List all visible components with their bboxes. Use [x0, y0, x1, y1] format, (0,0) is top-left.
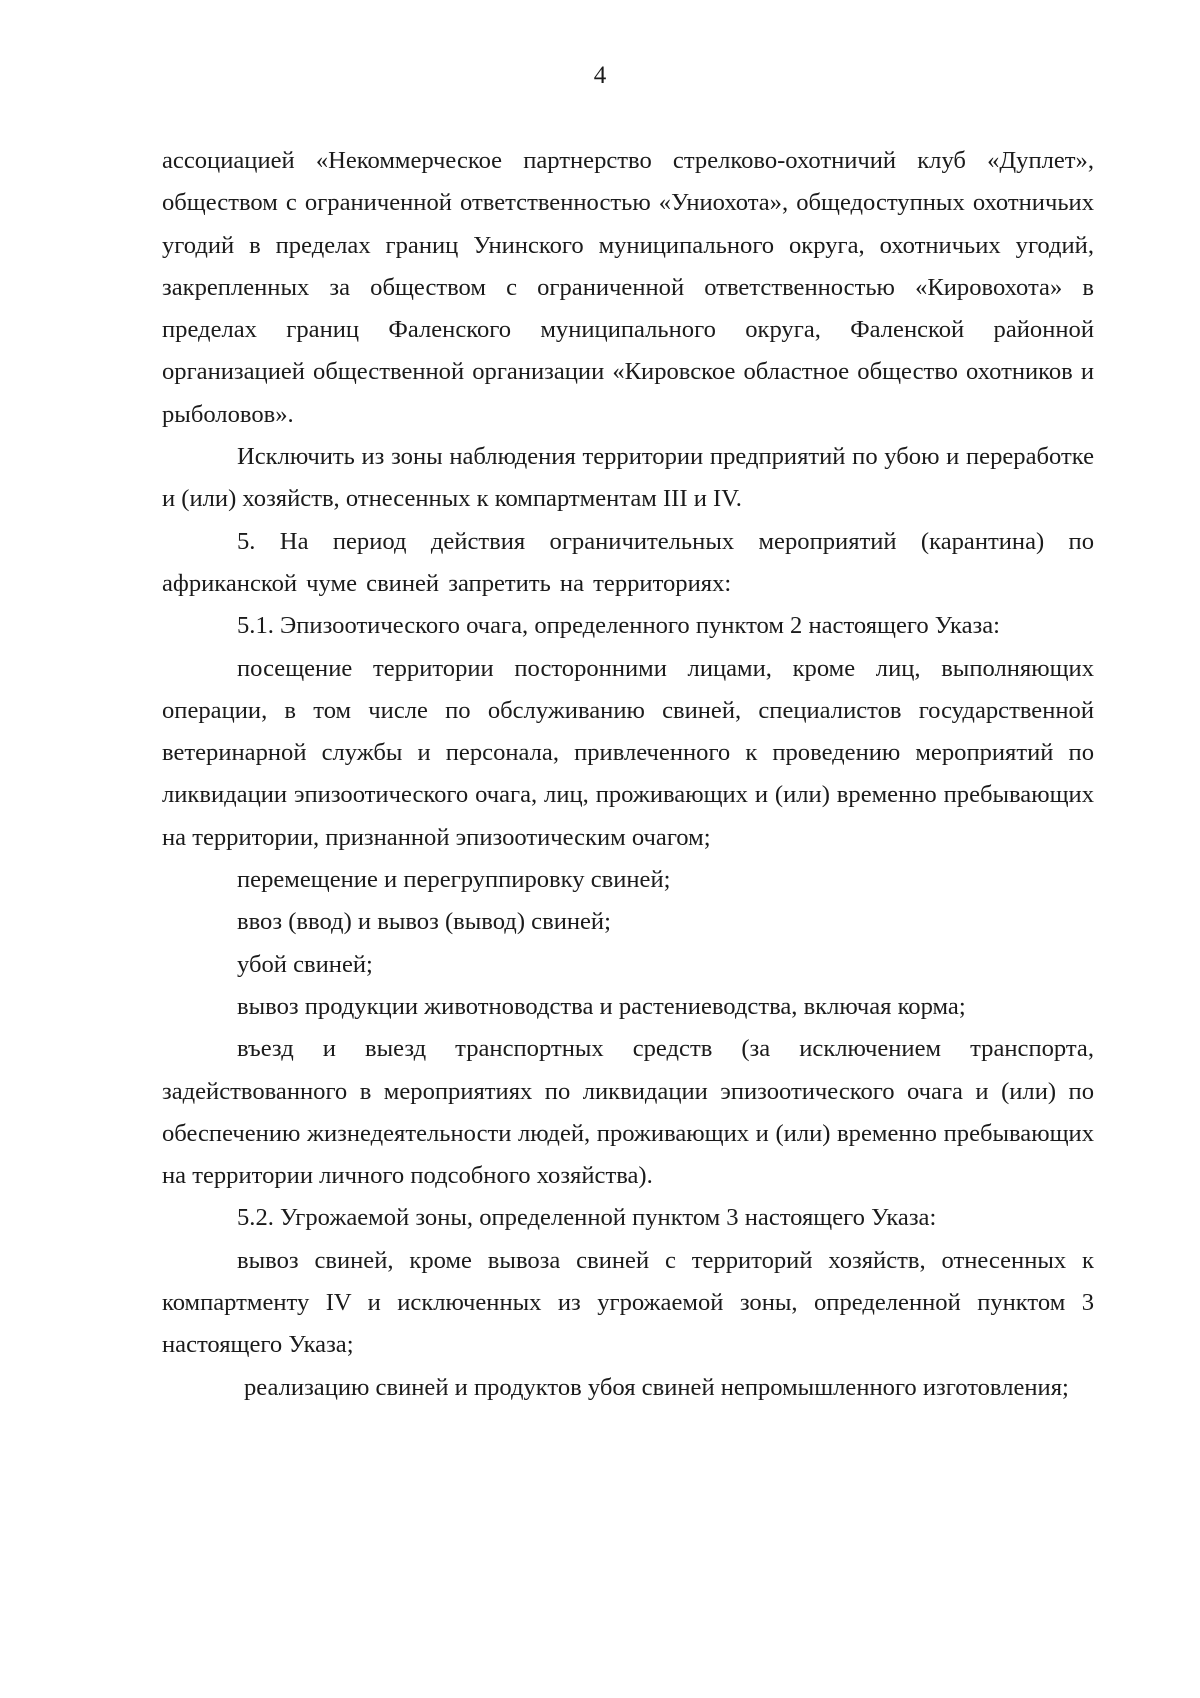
- paragraph-hunting-grounds: ассоциацией «Некоммерческое партнерство стрелково-охотничий клуб «Дуплет», обществом с ограниченной ответственностью «Униохота», общедоступных охотничьих угодий в пределах границ Унинского муниципального округа, охотничьих угодий, закрепленных за обществом с ограниченной ответственностью «Кировохота» в пределах границ Фаленского муниципального округа, Фаленской районной организацией общественной организации «Кировское областное общество охотников и рыболовов».: [162, 147, 1094, 428]
- paragraph-products-export-ban: вывоз продукции животноводства и растениеводства, включая корма;: [237, 992, 966, 1020]
- paragraph-exclude-observation-zone: Исключить из зоны наблюдения территории предприятий по убою и переработке и (или) хозяйств, отнесенных к компартментам III и IV.: [162, 443, 1094, 513]
- paragraph-section-5-1: 5.1. Эпизоотического очага, определенного пунктом 2 настоящего Указа:: [237, 612, 1001, 640]
- paragraph-pig-export-ban: вывоз свиней, кроме вывоза свиней с территорий хозяйств, отнесенных к компартменту IV и исключенных из угрожаемой зоны, определенной пунктом 3 настоящего Указа;: [162, 1246, 1094, 1359]
- paragraph-section-5-2: 5.2. Угрожаемой зоны, определенной пунктом 3 настоящего Указа:: [237, 1204, 937, 1232]
- page-number: 4: [593, 62, 607, 89]
- paragraph-section-5: 5. На период действия ограничительных мероприятий (карантина) по африканской чуме свиней запретить на территориях:: [162, 527, 1094, 597]
- paragraph-vehicle-ban: въезд и выезд транспортных средств (за исключением транспорта, задействованного в мероприятиях по ликвидации эпизоотического очага и (или) по обеспечению жизнедеятельности людей, проживающих и (или) временно пребывающих на территории личного подсобного хозяйства).: [162, 1035, 1094, 1190]
- paragraph-import-export-ban: ввоз (ввод) и вывоз (вывод) свиней;: [237, 908, 611, 936]
- paragraph-visit-ban: посещение территории посторонними лицами, кроме лиц, выполняющих операции, в том числе по обслуживанию свиней, специалистов государственной ветеринарной службы и персонала, привлеченного к проведению мероприятий по ликвидации эпизоотического очага, лиц, проживающих и (или) временно пребывающих на территории, признанной эпизоотическим очагом;: [162, 654, 1094, 851]
- paragraph-slaughter-ban: убой свиней;: [237, 950, 373, 978]
- document-body: [162, 140, 1094, 1409]
- paragraph-regrouping-ban: перемещение и перегруппировку свиней;: [237, 866, 671, 894]
- paragraph-sale-ban: реализацию свиней и продуктов убоя свиней непромышленного изготовления;: [244, 1373, 1069, 1401]
